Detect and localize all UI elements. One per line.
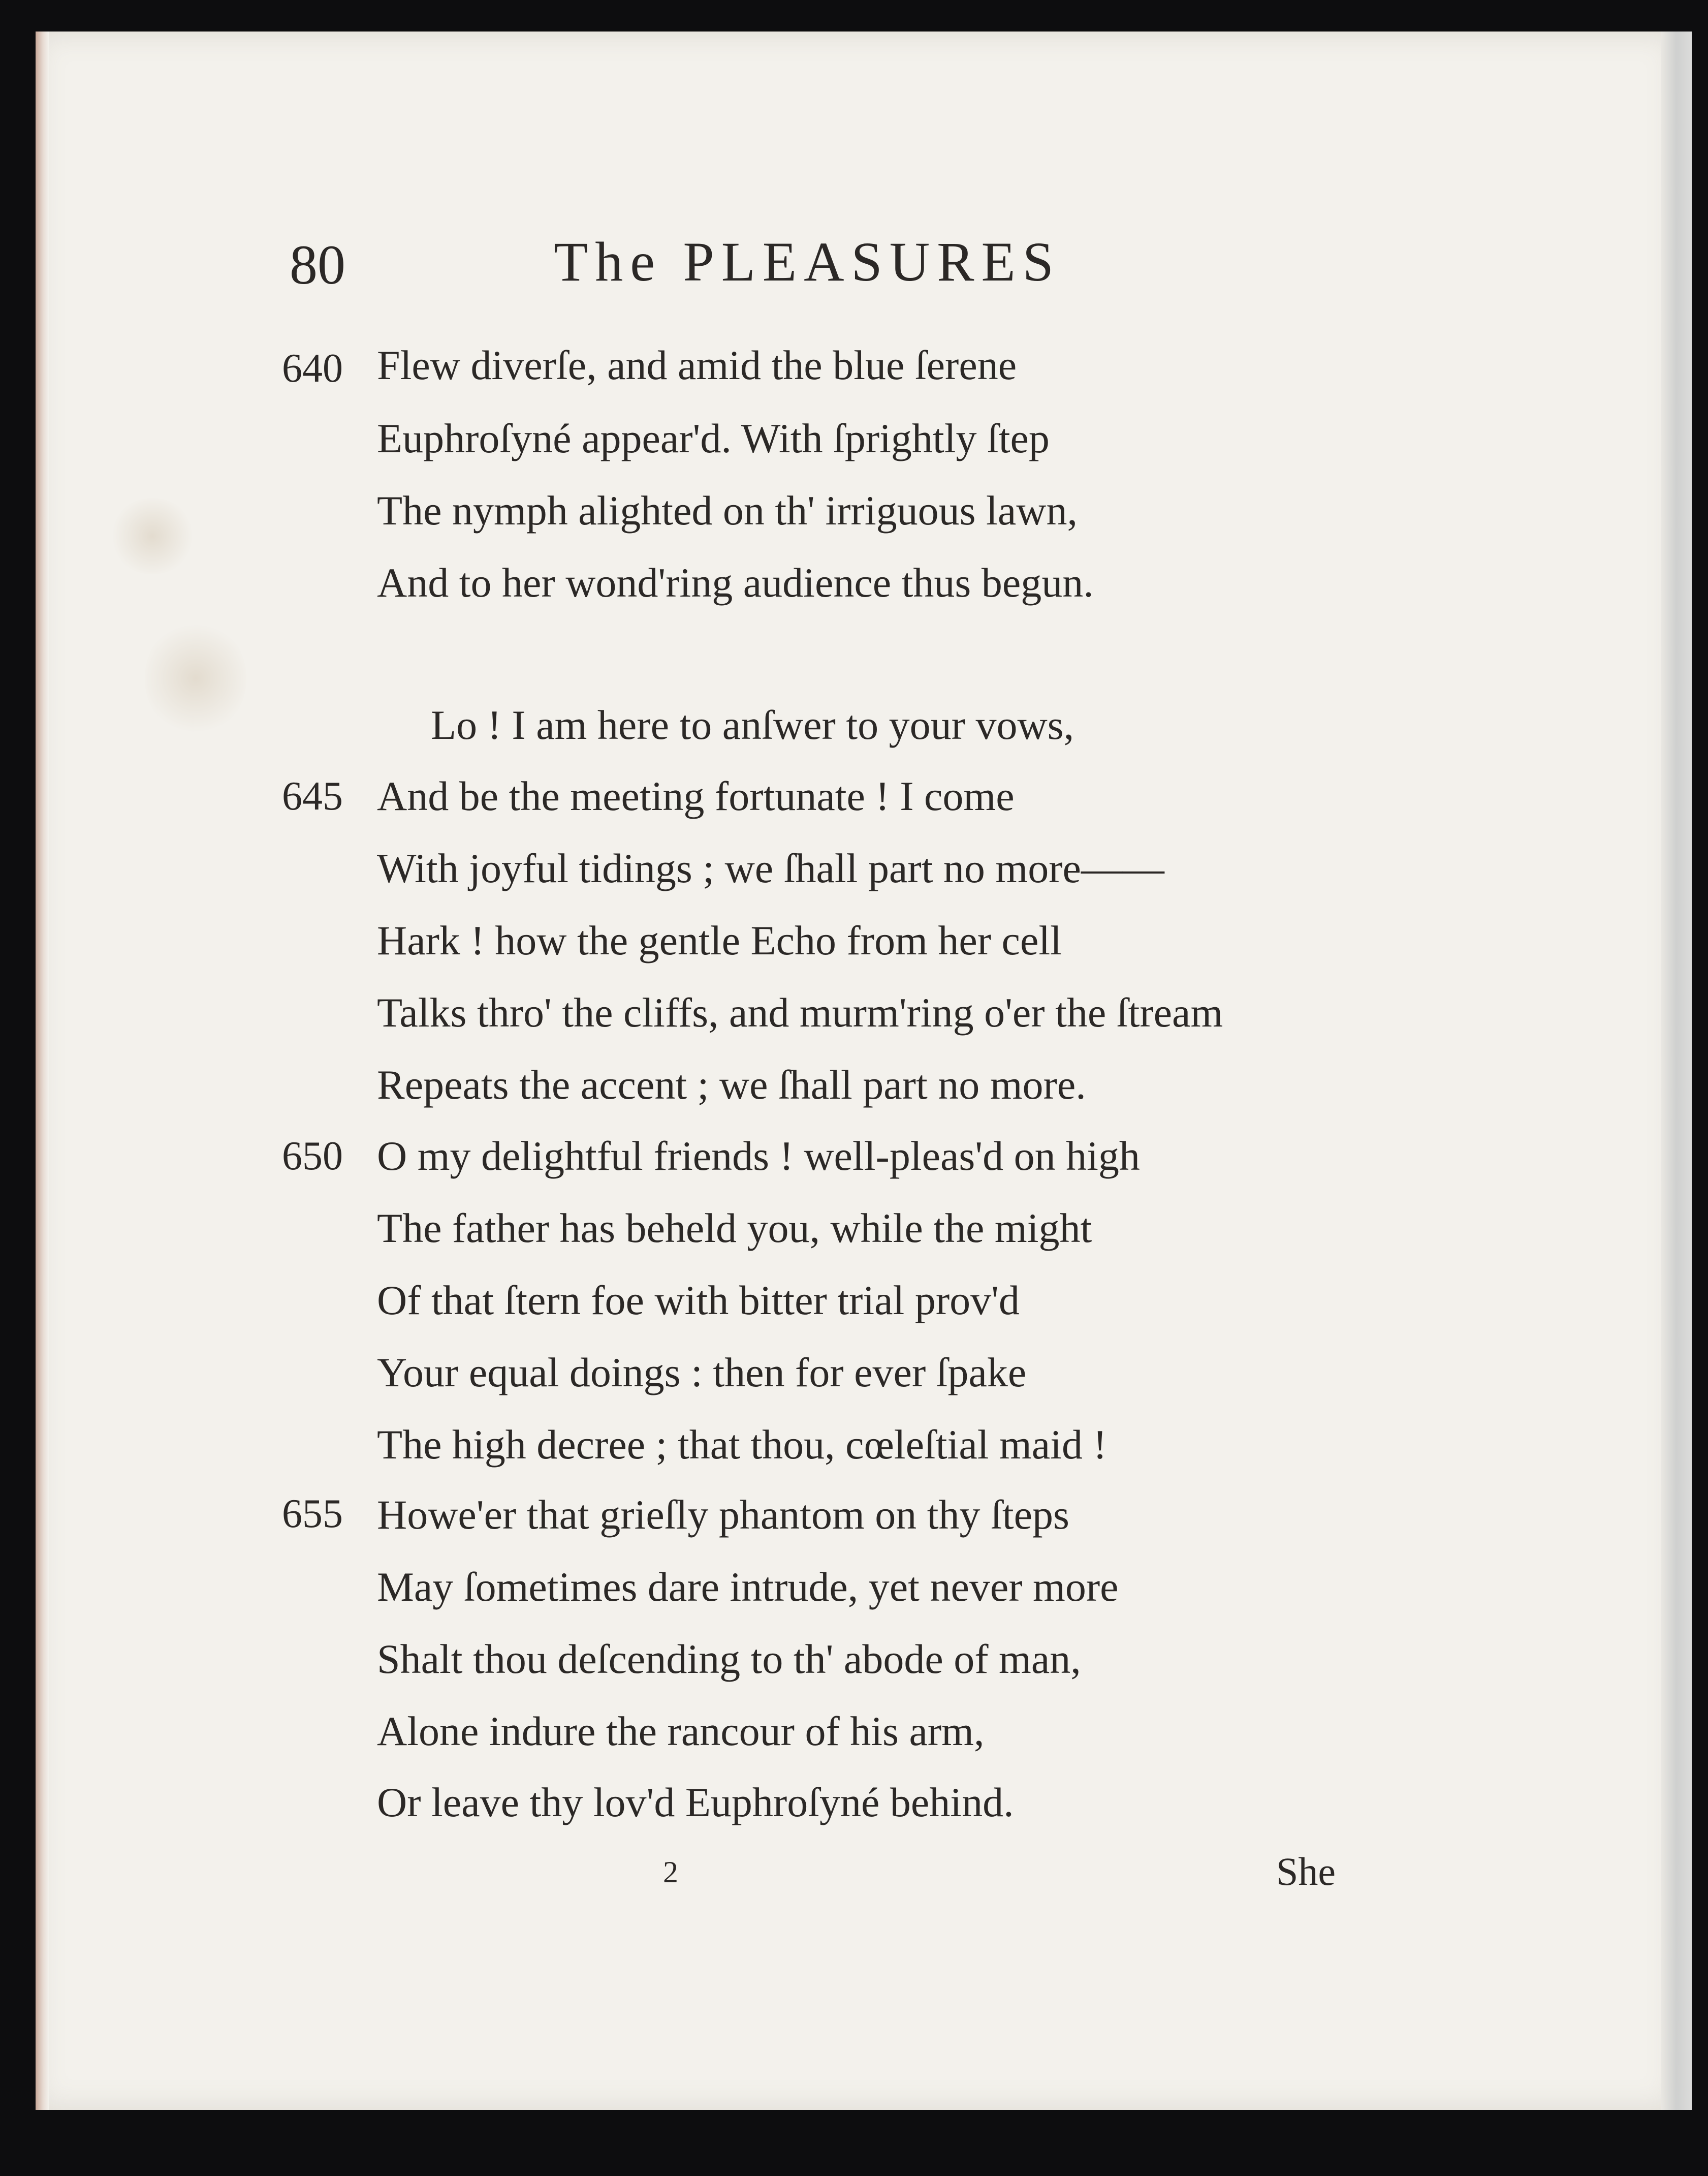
verse-line: Flew diverſe, and amid the blue ſerene [377,342,1017,388]
verse-line: Your equal doings : then for ever ſpake [377,1349,1027,1395]
page-number: 80 [290,234,345,296]
verse-line: Or leave thy lov'd Euphroſyné behind. [377,1779,1014,1825]
verse-line: The high decree ; that thou, cœleſtial maid ! [377,1421,1107,1468]
foxing-spot [145,620,246,737]
verse-line: May ſometimes dare intrude, yet never more [377,1564,1119,1610]
verse-line: And be the meeting fortunate ! I come [377,773,1015,819]
verse-line: Lo ! I am here to anſwer to your vows, [431,702,1074,748]
verse-line: Of that ſtern foe with bitter trial prov'd [377,1277,1020,1323]
line-number: 640 [282,346,343,391]
verse-line: The father has beheld you, while the might [377,1205,1092,1251]
verse-line: Talks thro' the cliffs, and murm'ring o'er the ſtream [377,989,1223,1036]
verse-line: Euphroſyné appear'd. With ſprightly ſtep [377,415,1050,461]
verse-line: Repeats the accent ; we ſhall part no more. [377,1062,1086,1108]
verse-line: Shalt thou deſcending to th' abode of man, [377,1636,1081,1682]
line-number: 655 [282,1491,343,1536]
verse-line: O my delightful friends ! well-pleas'd on high [377,1133,1140,1179]
verse-line: Alone indure the rancour of his arm, [377,1708,985,1754]
running-title: The PLEASURES [554,231,1061,293]
verse-line: Howe'er that grieſly phantom on thy ſteps [377,1491,1069,1538]
line-number: 645 [282,774,343,819]
foxing-spot [109,498,196,574]
gutter-fold [1661,32,1692,2110]
signature-mark: 2 [663,1855,678,1889]
verse-line: The nymph alighted on th' irriguous lawn, [377,487,1078,534]
verse-line: With joyful tidings ; we ſhall part no more—— [377,845,1164,891]
line-number: 650 [282,1134,343,1178]
page-edge [36,32,49,2110]
verse-line: Hark ! how the gentle Echo from her cell [377,917,1062,963]
verse-line: And to her wond'ring audience thus begun. [377,559,1094,606]
catchword: She [1276,1849,1336,1893]
